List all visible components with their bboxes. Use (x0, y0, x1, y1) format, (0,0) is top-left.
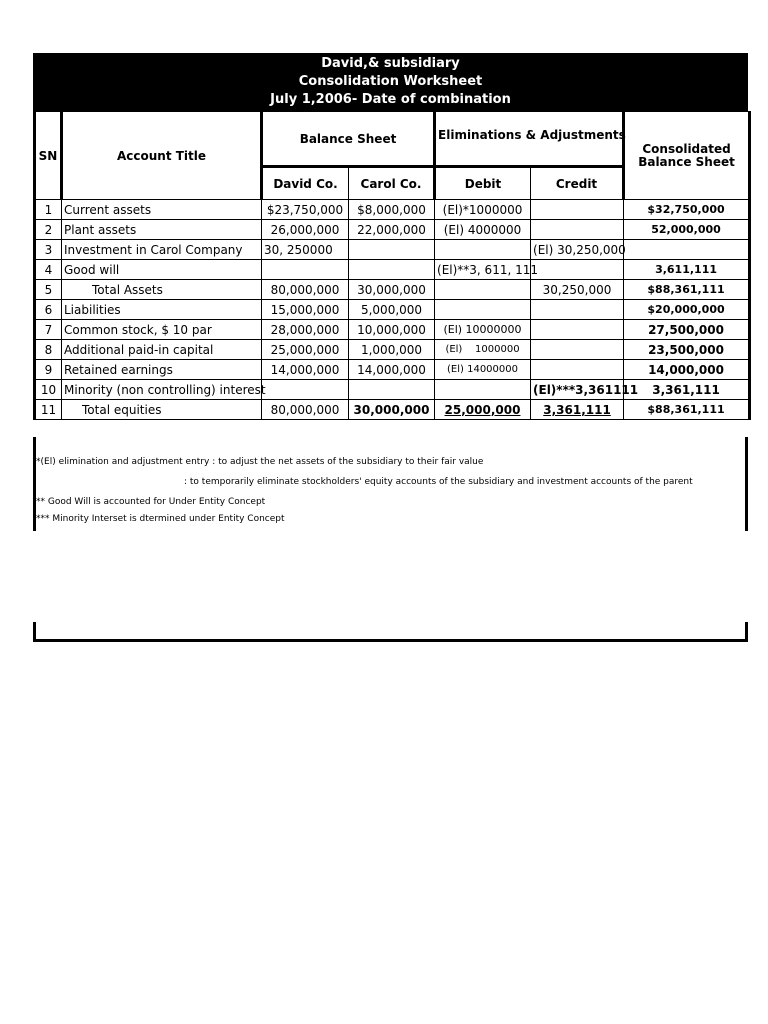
table-row: 4 Good will (El)**3, 611, 111 3,611,111 (35, 260, 750, 280)
worksheet-name: Consolidation Worksheet (298, 74, 483, 89)
header-balance-sheet: Balance Sheet (262, 112, 435, 167)
table-row: 3 Investment in Carol Company 30, 250000 (El) 30,250,000 (35, 240, 750, 260)
worksheet-title (33, 53, 748, 111)
worksheet-table (33, 111, 751, 420)
table-row: 11 Total equities 80,000,000 30,000,000 25,000,000 3,361,111 $88,361,111 (35, 400, 750, 420)
footnote-elimination: *(El) elimination and adjustment entry : to adjust the net assets of the subsidiary to their fair value (36, 457, 484, 467)
table-row: 9 Retained earnings 14,000,000 14,000,000 (El) 14000000 14,000,000 (35, 360, 750, 380)
header-consolidated: Consolidated Balance Sheet (624, 112, 750, 200)
worksheet (33, 53, 748, 420)
table-row: 10 Minority (non controlling) interest (El)***3,361111 3,361,111 (35, 380, 750, 400)
table-row: 5 Total Assets 80,000,000 30,000,000 30,250,000 $88,361,111 (35, 280, 750, 300)
table-row: 6 Liabilities 15,000,000 5,000,000 $20,000,000 (35, 300, 750, 320)
footnote-goodwill: ** Good Will is accounted for Under Entity Concept (36, 497, 266, 507)
table-row: 7 Common stock, $ 10 par 28,000,000 10,000,000 (El) 10000000 27,500,000 (35, 320, 750, 340)
header-debit: Debit (435, 167, 531, 200)
header-eliminations: Eliminations & Adjustments (435, 112, 624, 167)
header-sn: SN (35, 112, 62, 200)
header-credit: Credit (531, 167, 624, 200)
footnote-minority: *** Minority Interset is dtermined under Entity Concept (36, 514, 285, 524)
table-row: 8 Additional paid-in capital 25,000,000 1,000,000 (El) 1000000 23,500,000 (35, 340, 750, 360)
company-name: David,& subsidiary (321, 56, 460, 71)
table-row: 2 Plant assets 26,000,000 22,000,000 (El) 4000000 52,000,000 (35, 220, 750, 240)
worksheet-date: July 1,2006- Date of combination (270, 92, 511, 107)
header-account-title: Account Title (62, 112, 262, 200)
header-david: David Co. (262, 167, 349, 200)
table-row: 1 Current assets $23,750,000 $8,000,000 (El)*1000000 $32,750,000 (35, 200, 750, 220)
footnote-elimination-equity: : to temporarily eliminate stockholders' equity accounts of the subsidiary and investment accounts of the parent (184, 477, 693, 487)
header-carol: Carol Co. (349, 167, 435, 200)
worksheet-frame-bottom (33, 622, 748, 642)
footnotes (33, 437, 748, 531)
